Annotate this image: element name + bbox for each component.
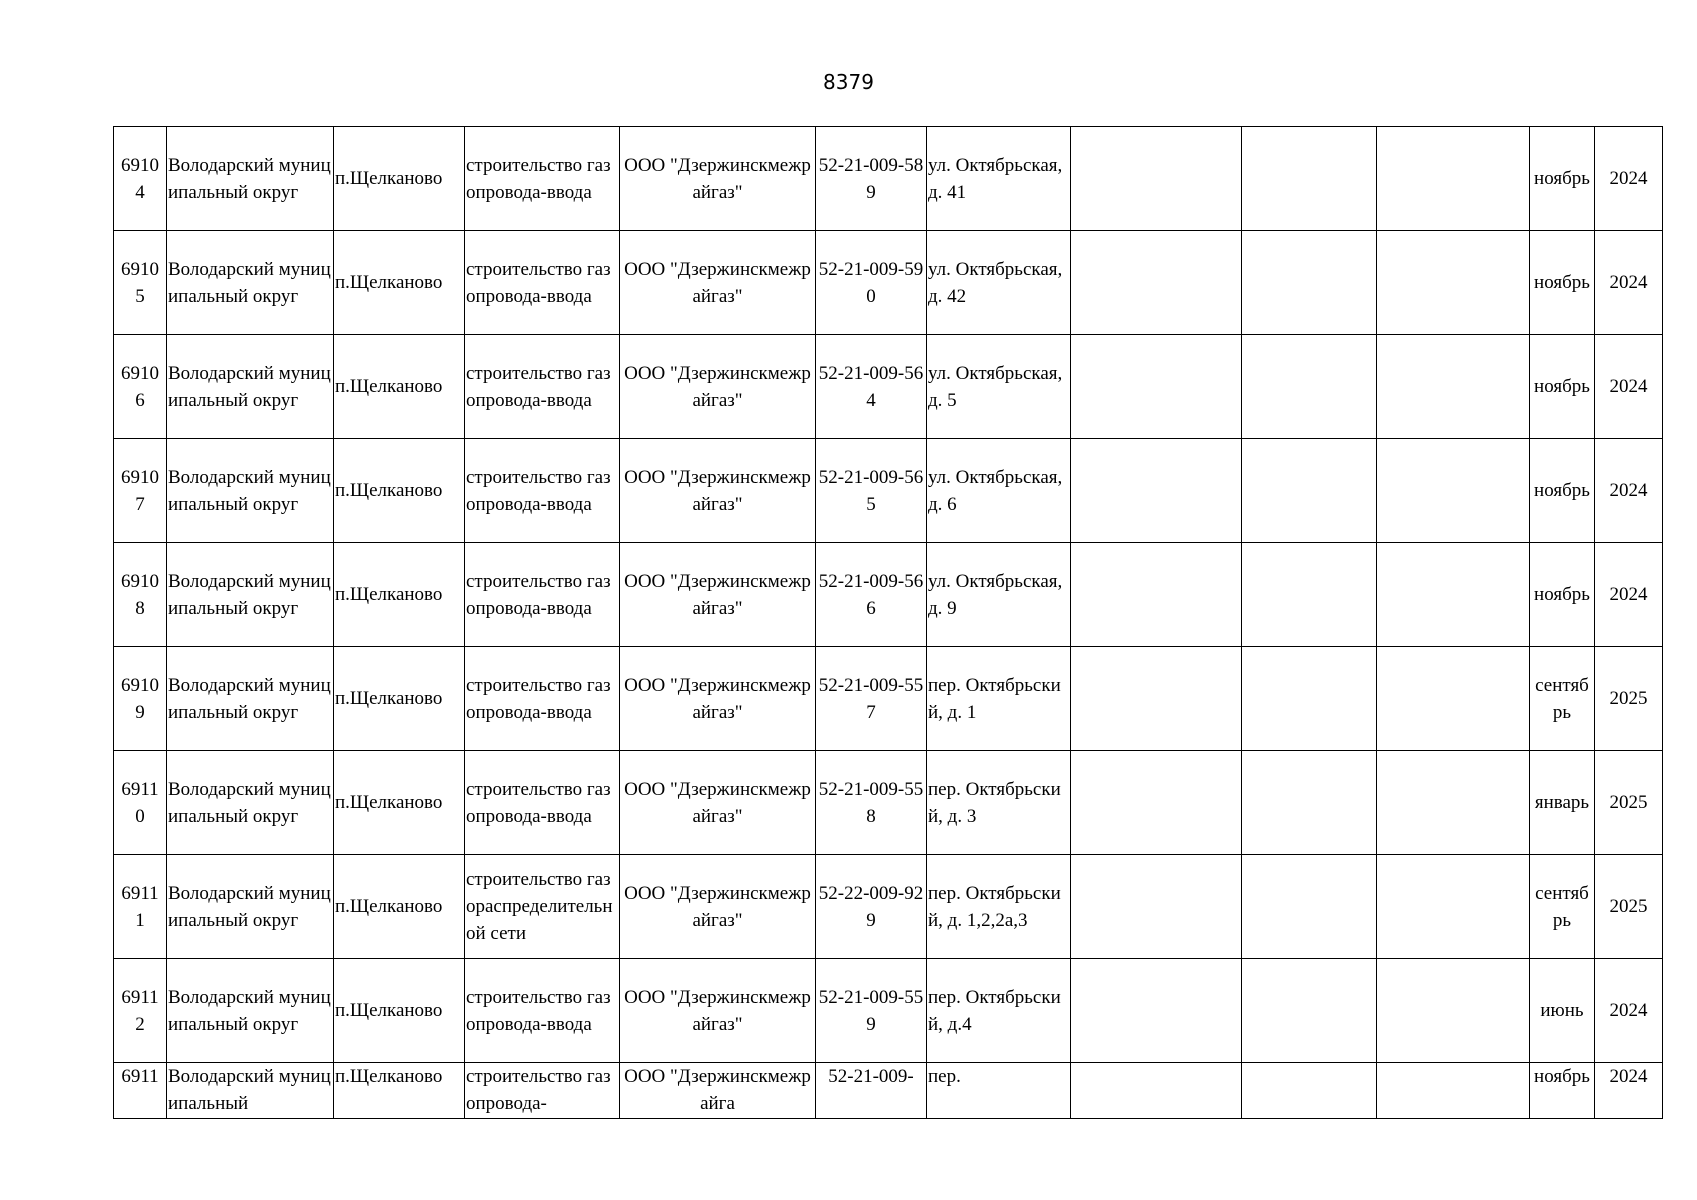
month-cell: сентябрь	[1530, 855, 1595, 959]
year-cell: 2024	[1595, 231, 1663, 335]
district-cell: Володарский муниципальный округ	[167, 127, 334, 231]
month-cell: январь	[1530, 751, 1595, 855]
work-type-cell: строительство газопровода-ввода	[465, 439, 620, 543]
object-code-cell: 52-21-009-566	[816, 543, 927, 647]
address-cell: пер.	[927, 1063, 1071, 1119]
address-cell: пер. Октябрьский, д. 1	[927, 647, 1071, 751]
record-number-cell: 6910 7	[114, 439, 167, 543]
empty-cell	[1071, 543, 1242, 647]
district-cell: Володарский муниципальный округ	[167, 751, 334, 855]
organization-cell: ООО "Дзержинскмежрайгаз"	[620, 543, 816, 647]
settlement-cell: п.Щелканово	[334, 543, 465, 647]
empty-cell	[1071, 127, 1242, 231]
settlement-cell: п.Щелканово	[334, 335, 465, 439]
settlement-cell: п.Щелканово	[334, 855, 465, 959]
district-cell: Володарский муниципальный округ	[167, 543, 334, 647]
month-cell: ноябрь	[1530, 543, 1595, 647]
empty-cell	[1377, 335, 1530, 439]
work-type-cell: строительство газопровода-ввода	[465, 231, 620, 335]
work-type-cell: строительство газопровода-ввода	[465, 647, 620, 751]
organization-cell: ООО "Дзержинскмежрайгаз"	[620, 231, 816, 335]
organization-cell: ООО "Дзержинскмежрайгаз"	[620, 959, 816, 1063]
organization-cell: ООО "Дзержинскмежрайгаз"	[620, 127, 816, 231]
work-type-cell: строительство газопровода-	[465, 1063, 620, 1119]
work-type-cell: строительство газопровода-ввода	[465, 127, 620, 231]
district-cell: Володарский муниципальный округ	[167, 647, 334, 751]
year-cell: 2025	[1595, 647, 1663, 751]
object-code-cell: 52-21-009-565	[816, 439, 927, 543]
page-number: 8379	[823, 70, 874, 94]
organization-cell: ООО "Дзержинскмежрайгаз"	[620, 439, 816, 543]
empty-cell	[1242, 751, 1377, 855]
work-type-cell: строительство газопровода-ввода	[465, 751, 620, 855]
empty-cell	[1377, 647, 1530, 751]
address-cell: ул. Октябрьская, д. 5	[927, 335, 1071, 439]
registry-table	[113, 126, 1663, 1119]
table-row	[114, 231, 1663, 335]
address-cell: ул. Октябрьская, д. 41	[927, 127, 1071, 231]
district-cell: Володарский муниципальный округ	[167, 335, 334, 439]
district-cell: Володарский муниципальный округ	[167, 959, 334, 1063]
district-cell: Володарский муниципальный округ	[167, 855, 334, 959]
empty-cell	[1242, 1063, 1377, 1119]
address-cell: пер. Октябрьский, д. 1,2,2а,3	[927, 855, 1071, 959]
month-cell: ноябрь	[1530, 335, 1595, 439]
year-cell: 2025	[1595, 855, 1663, 959]
empty-cell	[1071, 439, 1242, 543]
district-cell: Володарский муниципальный округ	[167, 439, 334, 543]
empty-cell	[1071, 231, 1242, 335]
district-cell: Володарский муниципальный округ	[167, 231, 334, 335]
record-number-cell: 6911 0	[114, 751, 167, 855]
work-type-cell: строительство газопровода-ввода	[465, 335, 620, 439]
address-cell: пер. Октябрьский, д.4	[927, 959, 1071, 1063]
registry-table-body	[114, 127, 1663, 1119]
object-code-cell: 52-21-009-589	[816, 127, 927, 231]
table-row	[114, 959, 1663, 1063]
organization-cell: ООО "Дзержинскмежрайгаз"	[620, 335, 816, 439]
object-code-cell: 52-21-009-590	[816, 231, 927, 335]
empty-cell	[1242, 543, 1377, 647]
table-row	[114, 855, 1663, 959]
work-type-cell: строительство газопровода-ввода	[465, 543, 620, 647]
table-row	[114, 439, 1663, 543]
month-cell: ноябрь	[1530, 1063, 1595, 1119]
empty-cell	[1071, 335, 1242, 439]
record-number-cell: 6911	[114, 1063, 167, 1119]
organization-cell: ООО "Дзержинскмежрайгаз"	[620, 647, 816, 751]
empty-cell	[1071, 959, 1242, 1063]
record-number-cell: 6910 4	[114, 127, 167, 231]
month-cell: ноябрь	[1530, 127, 1595, 231]
year-cell: 2024	[1595, 1063, 1663, 1119]
record-number-cell: 6911 1	[114, 855, 167, 959]
object-code-cell: 52-21-009-558	[816, 751, 927, 855]
record-number-cell: 6910 5	[114, 231, 167, 335]
empty-cell	[1071, 751, 1242, 855]
record-number-cell: 6910 6	[114, 335, 167, 439]
object-code-cell: 52-21-009-559	[816, 959, 927, 1063]
table-row	[114, 543, 1663, 647]
empty-cell	[1377, 543, 1530, 647]
address-cell: ул. Октябрьская, д. 42	[927, 231, 1071, 335]
empty-cell	[1242, 127, 1377, 231]
empty-cell	[1377, 439, 1530, 543]
object-code-cell: 52-22-009-929	[816, 855, 927, 959]
year-cell: 2024	[1595, 127, 1663, 231]
year-cell: 2024	[1595, 543, 1663, 647]
settlement-cell: п.Щелканово	[334, 1063, 465, 1119]
empty-cell	[1071, 647, 1242, 751]
month-cell: июнь	[1530, 959, 1595, 1063]
settlement-cell: п.Щелканово	[334, 231, 465, 335]
object-code-cell: 52-21-009-564	[816, 335, 927, 439]
record-number-cell: 6911 2	[114, 959, 167, 1063]
settlement-cell: п.Щелканово	[334, 127, 465, 231]
table-row	[114, 647, 1663, 751]
table-row	[114, 751, 1663, 855]
settlement-cell: п.Щелканово	[334, 751, 465, 855]
month-cell: сентябрь	[1530, 647, 1595, 751]
settlement-cell: п.Щелканово	[334, 647, 465, 751]
empty-cell	[1071, 855, 1242, 959]
table-row	[114, 1063, 1663, 1119]
empty-cell	[1377, 959, 1530, 1063]
empty-cell	[1242, 959, 1377, 1063]
address-cell: пер. Октябрьский, д. 3	[927, 751, 1071, 855]
record-number-cell: 6910 9	[114, 647, 167, 751]
year-cell: 2024	[1595, 959, 1663, 1063]
settlement-cell: п.Щелканово	[334, 959, 465, 1063]
table-row	[114, 127, 1663, 231]
empty-cell	[1242, 231, 1377, 335]
empty-cell	[1242, 855, 1377, 959]
address-cell: ул. Октябрьская, д. 6	[927, 439, 1071, 543]
organization-cell: ООО "Дзержинскмежрайгаз"	[620, 855, 816, 959]
empty-cell	[1242, 647, 1377, 751]
year-cell: 2025	[1595, 751, 1663, 855]
address-cell: ул. Октябрьская, д. 9	[927, 543, 1071, 647]
work-type-cell: строительство газопровода-ввода	[465, 959, 620, 1063]
empty-cell	[1377, 127, 1530, 231]
empty-cell	[1377, 1063, 1530, 1119]
year-cell: 2024	[1595, 335, 1663, 439]
organization-cell: ООО "Дзержинскмежрайгаз"	[620, 751, 816, 855]
settlement-cell: п.Щелканово	[334, 439, 465, 543]
empty-cell	[1377, 855, 1530, 959]
district-cell: Володарский муниципальный	[167, 1063, 334, 1119]
record-number-cell: 6910 8	[114, 543, 167, 647]
year-cell: 2024	[1595, 439, 1663, 543]
month-cell: ноябрь	[1530, 231, 1595, 335]
empty-cell	[1242, 335, 1377, 439]
month-cell: ноябрь	[1530, 439, 1595, 543]
empty-cell	[1071, 1063, 1242, 1119]
empty-cell	[1242, 439, 1377, 543]
organization-cell: ООО "Дзержинскмежрайга	[620, 1063, 816, 1119]
empty-cell	[1377, 231, 1530, 335]
object-code-cell: 52-21-009-	[816, 1063, 927, 1119]
empty-cell	[1377, 751, 1530, 855]
work-type-cell: строительство газораспределительной сети	[465, 855, 620, 959]
table-row	[114, 335, 1663, 439]
object-code-cell: 52-21-009-557	[816, 647, 927, 751]
